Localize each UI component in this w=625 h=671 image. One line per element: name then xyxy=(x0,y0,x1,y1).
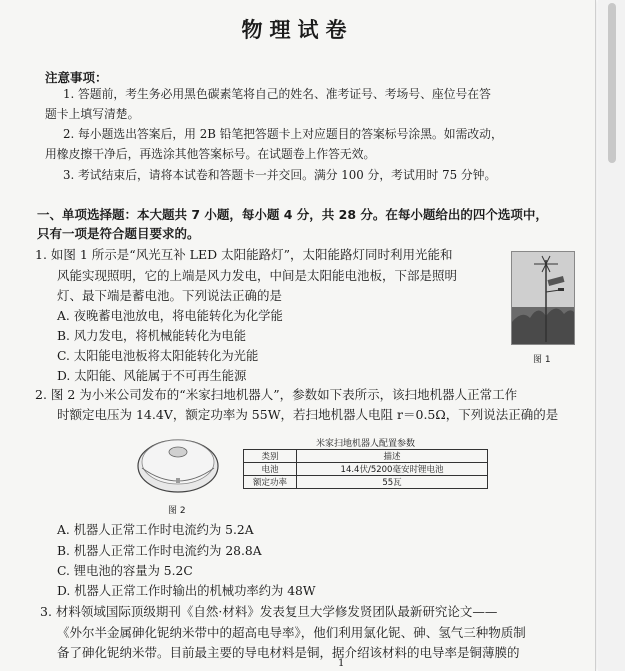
question-2-line: 2. 图 2 为小米公司发布的“米家扫地机器人”，参数如下表所示，该扫地机器人正常工作 xyxy=(35,387,518,402)
notice-heading: 注意事项： xyxy=(45,70,108,85)
table-cell: 额定功率 xyxy=(244,476,297,489)
page-number: 1 xyxy=(338,658,345,669)
scrollbar-thumb[interactable] xyxy=(608,3,616,163)
street-lamp-illustration xyxy=(512,252,574,344)
table-cell: 类别 xyxy=(244,450,297,463)
spec-table-title: 米家扫地机器人配置参数 xyxy=(315,439,415,449)
table-row xyxy=(244,450,488,463)
question-1-option-b: B. 风力发电，将机械能转化为电能 xyxy=(57,329,247,343)
notice-line: 用橡皮擦干净后，再选涂其他答案标号。在试题卷上作答无效。 xyxy=(45,147,376,161)
question-2-option-b: B. 机器人正常工作时电流约为 28.8A xyxy=(57,544,262,558)
notice-line: 题卡上填写清楚。 xyxy=(45,107,140,121)
notice-line: 1. 答题前，考生务必用黑色碳素笔将自己的姓名、准考证号、考场号、座位号在答 xyxy=(63,87,491,101)
figure-1-label: 图 1 xyxy=(533,355,551,365)
robot-vacuum-illustration xyxy=(136,432,220,494)
section-heading: 一、单项选择题：本大题共 7 小题，每小题 4 分，共 28 分。在每小题给出的四个选项中， xyxy=(37,207,548,222)
question-3-line: 备了砷化铌纳米带。目前最主要的导电材料是铜，据介绍该材料的电导率是铜薄膜的 xyxy=(57,645,520,660)
table-cell: 14.4伏/5200毫安时锂电池 xyxy=(297,463,488,476)
table-row xyxy=(244,463,488,476)
spec-table xyxy=(243,449,488,489)
question-3-line: 《外尔半金属砷化铌纳米带中的超高电导率》，他们利用氯化铌、砷、氢气三种物质制 xyxy=(57,625,526,640)
question-1-option-d: D. 太阳能、风能属于不可再生能源 xyxy=(57,369,247,383)
notice-line: 3. 考试结束后，请将本试卷和答题卡一并交回。满分 100 分，考试用时 75 分钟。 xyxy=(63,168,497,182)
question-1-option-c: C. 太阳能电池板将太阳能转化为光能 xyxy=(57,349,259,363)
table-cell: 描述 xyxy=(297,450,488,463)
table-cell: 电池 xyxy=(244,463,297,476)
robot-vacuum-figure xyxy=(136,432,220,494)
page-title: 物理试卷 xyxy=(241,17,354,42)
section-heading: 只有一项是符合题目要求的。 xyxy=(37,226,200,241)
question-2-option-d: D. 机器人正常工作时输出的机械功率约为 48W xyxy=(57,584,316,598)
figure-2-label: 图 2 xyxy=(168,506,186,516)
question-1-option-a: A. 夜晚蓄电池放电，将电能转化为化学能 xyxy=(57,309,283,323)
table-cell: 55瓦 xyxy=(297,476,488,489)
notice-line: 2. 每小题选出答案后，用 2B 铅笔把答题卡上对应题目的答案标号涂黑。如需改动， xyxy=(63,127,503,141)
question-1-line: 灯、最下端是蓄电池。下列说法正确的是 xyxy=(57,288,283,303)
question-2-line: 时额定电压为 14.4V，额定功率为 55W，若扫地机器人电阻 r＝0.5Ω，下列说法正确的是 xyxy=(57,407,559,422)
question-2-option-c: C. 锂电池的容量为 5.2C xyxy=(57,564,193,578)
question-2-option-a: A. 机器人正常工作时电流约为 5.2A xyxy=(57,523,254,537)
question-1-line: 风能实现照明，它的上端是风力发电，中间是太阳能电池板，下部是照明 xyxy=(57,268,458,283)
question-1-line: 1. 如图 1 所示是“风光互补 LED 太阳能路灯”，太阳能路灯同时利用光能和 xyxy=(35,247,453,262)
question-3-line: 3. 材料领域国际顶级期刊《自然·材料》发表复旦大学修发贤团队最新研究论文—— xyxy=(40,604,498,619)
street-lamp-photo xyxy=(511,251,575,345)
table-row xyxy=(244,476,488,489)
